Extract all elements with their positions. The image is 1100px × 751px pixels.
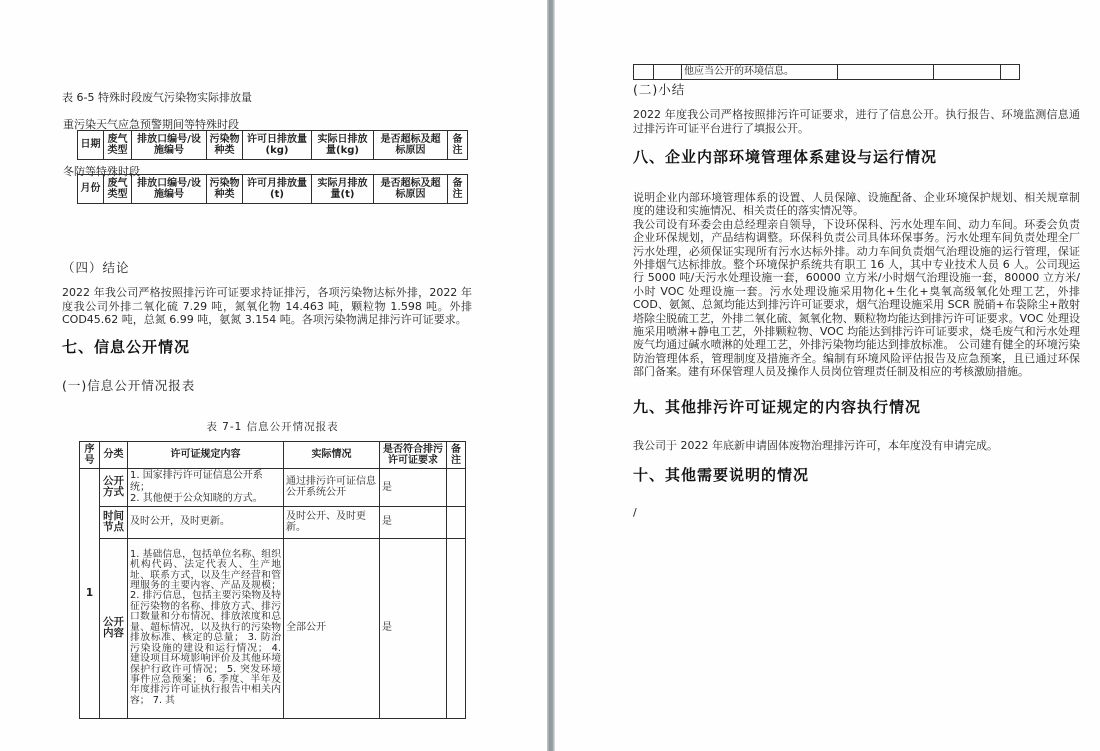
- special-period-1-label: 重污染天气应急预警期间等特殊时段: [63, 118, 239, 131]
- conclusion-paragraph: 2022 年我公司严格按照排污许可证要求持证排污，各项污染物达标外排，2022 年度我公司外排二氧化硫 7.29 吨，氮氧化物 14.463 吨，颗粒物 1.598 吨。外排 COD45.62 吨，总氮 6.99 吨，氨氮 3.154 吨。各项污染物满足排污许可证要求。: [62, 286, 472, 326]
- section-7-sub2-heading: (二)小结: [633, 82, 686, 97]
- col-header: 备注: [448, 131, 468, 160]
- required-content-cell: 及时公开，及时更新。: [128, 506, 284, 538]
- section-7-sub1-heading: (一)信息公开情况报表: [62, 378, 196, 393]
- actual-cell: 通过排污许可证信息公开系统公开: [284, 469, 380, 507]
- section-10-heading: 十、其他需要说明的情况: [633, 466, 810, 484]
- section-8-intro: 说明企业内部环境管理体系的设置、人员保障、设施配备、企业环境保护规划、相关规章制度的建设和实施情况、相关责任的落实情况等。: [633, 191, 1080, 218]
- required-content-cell: 他应当公开的环境信息。: [682, 65, 838, 80]
- table-row: [78, 131, 468, 160]
- category-cell: 公开方式: [100, 469, 128, 507]
- table-row: [80, 506, 466, 538]
- col-header: 排放口编号/设施编号: [132, 131, 207, 160]
- col-header: 废气类型: [104, 175, 132, 204]
- table-row: [634, 65, 1020, 80]
- col-header: 实际日排放量(kg): [312, 131, 374, 160]
- special-period-table-2: [77, 174, 468, 204]
- table-row: [80, 538, 466, 718]
- col-header: 是否超标及超标原因: [374, 131, 448, 160]
- col-header: 是否符合排污许可证要求: [380, 442, 447, 469]
- section-9-paragraph: 我公司于 2022 年底新申请固体废物治理排污许可，本年度没有申请完成。: [633, 439, 998, 452]
- table-row: [78, 175, 468, 204]
- section-9-heading: 九、其他排污许可证规定的内容执行情况: [633, 398, 922, 416]
- remark-cell: [447, 538, 466, 718]
- table-6-5-caption: 表 6-5 特殊时段废气污染物实际排放量: [62, 91, 252, 104]
- remark-cell: [447, 469, 466, 507]
- compliant-cell: [934, 65, 1001, 80]
- category-cell: 时间节点: [100, 506, 128, 538]
- summary-paragraph: 2022 年度我公司严格按照排污许可证要求，进行了信息公开。执行报告、环境监测信息通过排污许可证平台进行了填报公开。: [633, 108, 1080, 135]
- actual-cell: [838, 65, 934, 80]
- col-header: 实际情况: [284, 442, 380, 469]
- section-8-content: [633, 191, 1080, 379]
- category-cell: 公开内容: [100, 538, 128, 718]
- section-4-heading: （四）结论: [62, 260, 130, 275]
- row-index-cell: [634, 65, 654, 80]
- col-header: 污染物种类: [207, 175, 243, 204]
- page-divider: [547, 0, 555, 751]
- required-line: 2. 其他便于公众知晓的方式。: [130, 493, 263, 504]
- document-page-right: [555, 0, 1100, 751]
- actual-cell: 及时公开、及时更新。: [284, 506, 380, 538]
- col-header: 备注: [447, 442, 466, 469]
- col-header: 许可日排放量(kg): [243, 131, 312, 160]
- section-7-heading: 七、信息公开情况: [62, 338, 191, 356]
- table-7-1-caption: 表 7-1 信息公开情况报表: [206, 421, 339, 433]
- remark-cell: [1001, 65, 1020, 80]
- section-8-body: 我公司设有环委会由总经理亲自领导，下设环保科、污水处理车间、动力车间。环委会负责企业环保规划，产品结构调整。环保科负责公司具体环保事务。污水处理车间负责处理全厂污水处理，必须保证实现所有污水达标外排。动力车间负责烟气治理设施的运行管理，保证外排烟气达标排放。整个环境保护系统共有职工 16 人，其中专业技术人员 6 人。公司现运行 5000 吨/天污水处理设施一套，60000 立方米/小时烟气治理设施一套，80000 立方米/小时 VOC 处理设施一套。污水处理设施采用物化+生化+臭氧高级氧化处理工艺，外排 COD、氨氮、总氮均能达到排污许可证要求，烟气治理设施采用 SCR 脱硝+布袋除尘+散射塔除尘脱硫工艺，外排二氧化硫、氮氧化物、颗粒物均能达到排污许可证要求。VOC 处理设施采用喷淋+静电工艺，外排颗粒物、VOC 均能达到排污许可证要求，烧毛废气和污水处理废气均通过碱水喷淋的处理工艺，外排污染物均能达到排放标准。 公司建有健全的环境污染防治管理体系，管理制度及措施齐全。编制有环境风险评估报告及应急预案，且已通过环保部门备案。建有环保管理人员及操作人员岗位管理责任制及相应的考核激励措施。: [633, 217, 1080, 379]
- required-line: 1. 国家排污许可证信息公开系统；: [130, 470, 263, 493]
- col-header: 月份: [78, 175, 104, 204]
- actual-cell: 全部公开: [284, 538, 380, 718]
- info-disclosure-table-continuation: [633, 64, 1019, 80]
- col-header: 序号: [80, 442, 100, 469]
- col-header: 日期: [78, 131, 104, 160]
- category-cell: [654, 65, 682, 80]
- table-row: [80, 469, 466, 507]
- col-header: 许可证规定内容: [128, 442, 284, 469]
- info-disclosure-table: [79, 441, 465, 719]
- compliant-cell: 是: [380, 538, 447, 718]
- compliant-cell: 是: [380, 469, 447, 507]
- document-page-left: [0, 0, 547, 751]
- col-header: 分类: [100, 442, 128, 469]
- row-index-cell: 1: [80, 469, 100, 719]
- col-header: 是否超标及超标原因: [374, 175, 448, 204]
- section-10-content: /: [633, 506, 637, 519]
- compliant-cell: 是: [380, 506, 447, 538]
- special-period-table-1: [77, 130, 468, 160]
- col-header: 排放口编号/设施编号: [132, 175, 207, 204]
- col-header: 备注: [448, 175, 468, 204]
- col-header: 污染物种类: [207, 131, 243, 160]
- table-header-row: [80, 442, 466, 469]
- remark-cell: [447, 506, 466, 538]
- required-content-cell: [128, 469, 284, 507]
- section-8-heading: 八、企业内部环境管理体系建设与运行情况: [633, 148, 938, 166]
- special-period-2-label: 冬防等特殊时段: [63, 165, 140, 178]
- col-header: 许可月排放量(t): [243, 175, 312, 204]
- col-header: 废气类型: [104, 131, 132, 160]
- col-header: 实际月排放量(t): [312, 175, 374, 204]
- required-content-cell: 1. 基础信息，包括单位名称、组织机构代码、法定代表人、生产地址、联系方式，以及生产经营和管理服务的主要内容、产品及规模；2. 排污信息，包括主要污染物及特征污染物的名称、排放方式、排污口数量和分布情况、排放浓度和总量、超标情况，以及执行的污染物排放标准、核定的总量； 3. 防治污染设施的建设和运行情况； 4. 建设项目环境影响评价及其他环境保护行政许可情况； 5. 突发环境事件应急预案； 6. 季度、半年及年度排污许可证执行报告中相关内容； 7. 其: [128, 538, 284, 718]
